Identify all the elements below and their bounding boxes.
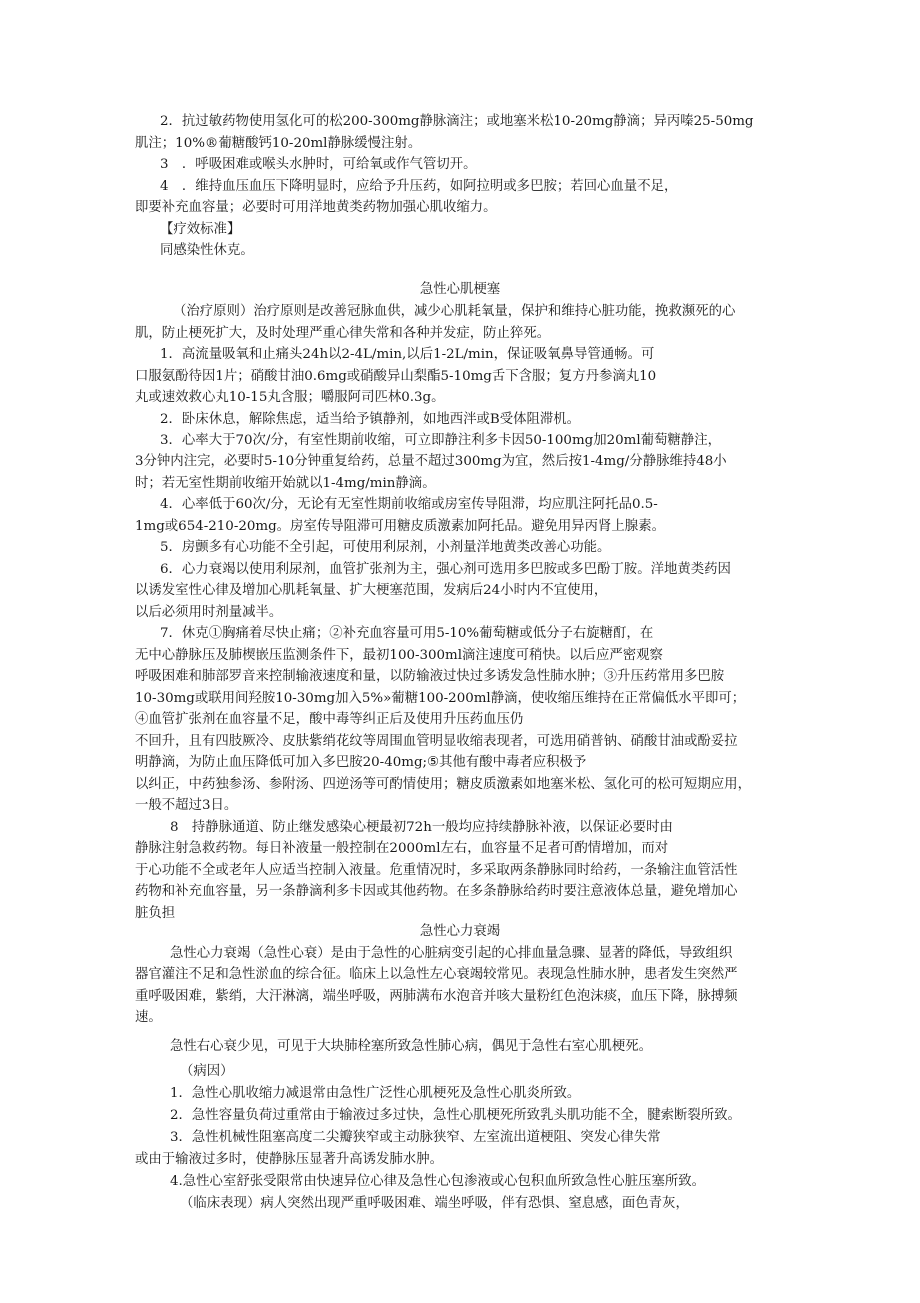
text-line: 1．高流量吸氧和止痛头24h以2-4L/min,以后1-2L/min，保证吸氧鼻导管通畅。可 <box>160 347 655 362</box>
text-line: 2．抗过敏药物使用氢化可的松200-300mg静脉滴注；或地塞米松10-20mg静滴；异丙嗪25-50mg <box>160 114 754 129</box>
text-line: 3．心率大于70次/分，有室性期前收缩，可立即静注利多卡因50-100mg加20ml葡萄糖静注， <box>160 433 721 448</box>
heading-acute-heart-failure: 急性心力衰竭 <box>419 924 501 939</box>
section-label: 【疗效标准】 <box>160 222 241 237</box>
section-label: （病因） <box>180 1064 234 1079</box>
text-line: 1．急性心肌收缩力减退常由急性广泛性心肌梗死及急性心肌炎所致。 <box>170 1086 581 1101</box>
text-line: 一般不超过3日。 <box>135 798 238 813</box>
text-line: 药物和补充血容量，另一条静滴利多卡因或其他药物。在多条静脉给药时要注意液体总量，避免增加心 <box>135 884 738 899</box>
text-line: （治疗原则）治疗原则是改善冠脉血供，减少心肌耗氧量，保护和维持心脏功能，挽救濒死的心 <box>173 304 736 319</box>
text-line: 即要补充血容量；必要时可用洋地黄类药物加强心肌收缩力。 <box>135 200 497 215</box>
text-line: 4 ．维持血压血压下降明显时，应给予升压药，如阿拉明或多巴胺；若回心血量不足， <box>160 179 678 194</box>
text-line: 于心功能不全或老年人应适当控制入液量。危重情况时，多采取两条静脉同时给药，一条输注血管活性 <box>135 863 738 878</box>
text-line: 10-30mg或联用间羟胺10-30mg加入5%»葡糖100-200ml静滴，使收缩压维持在正常偏低水平即可； <box>135 691 746 706</box>
text-line: 5．房颤多有心功能不全引起，可使用利尿剂，小剂量洋地黄类改善心功能。 <box>160 540 611 555</box>
text-line: 肌注；10%®葡糖酸钙10-20ml静脉缓慢注射。 <box>135 136 422 151</box>
text-line: 3分钟内注完，必要时5-10分钟重复给药，总量不超过300mg为宜，然后按1-4mg/分静脉维持48小 <box>135 454 727 469</box>
text-line: 2．卧床休息，解除焦虑，适当给予镇静剂，如地西泮或B受体阻滞机。 <box>160 412 581 427</box>
text-line: 丸或速效救心丸10-15丸含服；嚼服阿司匹林0.3g。 <box>135 390 445 405</box>
text-line: 肌，防止梗死扩大，及时处理严重心律失常和各种并发症，防止猝死。 <box>135 326 551 341</box>
text-line: 3 ．呼吸困难或喉头水肿时，可给氧或作气管切开。 <box>160 157 477 172</box>
text-line: 3．急性机械性阻塞高度二尖瓣狭窄或主动脉狭窄、左室流出道梗阻、突发心律失常 <box>170 1130 661 1145</box>
text-line: 口服氨酚待因1片；硝酸甘油0.6mg或硝酸异山梨酯5-10mg舌下含服；复方丹参滴丸10 <box>135 369 657 384</box>
text-line: ④血管扩张剂在血容量不足，酸中毒等纠正后及使用升压药血压仍 <box>135 712 524 727</box>
text-line: 重呼吸困难，紫绡，大汗淋漓，端坐呼吸，两肺满布水泡音并咳大量粉红色泡沫痰，血压下降，脉搏频 <box>135 989 738 1004</box>
text-line: 不回升，且有四肢厥冷、皮肤紫绡花纹等周围血管明显收缩表现者，可选用硝普钠、硝酸甘油或酚妥拉 <box>135 734 738 749</box>
heading-acute-mi: 急性心肌梗塞 <box>419 282 501 297</box>
text-line: 呼吸困难和肺部罗音来控制输液速度和量，以防输液过快过多诱发急性肺水肿；③升压药常用多巴胺 <box>135 669 725 684</box>
text-line: 明静滴，为防止血压降低可加入多巴胺20-40mg;⑤其他有酸中毒者应积极予 <box>135 755 587 770</box>
text-line: 6．心力衰竭以使用利尿剂，血管扩张剂为主，强心剂可选用多巴胺或多巴酚丁胺。洋地黄类药因 <box>160 562 731 577</box>
text-line: 4.急性心室舒张受限常由快速异位心律及急性心包渗液或心包积血所致急性心脏压塞所致。 <box>170 1174 706 1189</box>
text-line: 器官灌注不足和急性淤血的综合征。临床上以急性左心衰竭较常见。表现急性肺水肿，患者发生突然严 <box>135 967 738 982</box>
text-line: 2．急性容量负荷过重常由于输液过多过快，急性心肌梗死所致乳头肌功能不全，腱索断裂所致。 <box>170 1108 741 1123</box>
text-line: 时；若无室性期前收缩开始就以1-4mg/min静滴。 <box>135 476 436 491</box>
text-line: 7．休克①胸痛着尽快止痛；②补充血容量可用5-10%葡萄糖或低分子右旋糖酊，在 <box>160 626 654 641</box>
text-line: 同感染性休克。 <box>160 243 254 258</box>
text-line: 静脉注射急救药物。每日补液量一般控制在2000ml左右，血容量不足者可酌情增加，而对 <box>135 841 669 856</box>
text-line: 无中心静脉压及肺楔嵌压监测条件下，最初100-300ml滴注速度可稍快。以后应严密观察 <box>135 648 663 663</box>
text-line: 速。 <box>135 1010 162 1025</box>
text-line: （临床表现）病人突然出现严重呼吸困难、端坐呼吸，伴有恐惧、窒息感，面色青灰， <box>180 1196 689 1211</box>
text-line: 脏负担 <box>135 906 176 921</box>
text-line: 以后必须用时剂量减半。 <box>135 605 283 620</box>
text-line: 或由于输液过多时，使静脉压显著升高诱发肺水肿。 <box>135 1152 443 1167</box>
text-line: 以纠正，中药独参汤、参附汤、四逆汤等可酌情使用；糖皮质激素如地塞米松、氢化可的松可短期应用， <box>135 777 751 792</box>
text-line: 急性右心衰少见，可见于大块肺栓塞所致急性肺心病，偶见于急性右室心肌梗死。 <box>170 1039 653 1054</box>
text-line: 急性心力衰竭（急性心衰）是由于急性的心脏病变引起的心排血量急骤、显著的降低，导致组织 <box>170 946 733 961</box>
text-line: 4．心率低于60次/分，无论有无室性期前收缩或房室传导阻滞，均应肌注阿托品0.5- <box>160 497 658 512</box>
text-line: 1mg或654-210-20mg。房室传导阻滞可用糖皮质激素加阿托品。避免用异丙肾上腺素。 <box>135 519 665 534</box>
text-line: 以诱发室性心律及增加心肌耗氧量、扩大梗塞范围，发病后24小时内不宜使用， <box>135 583 608 598</box>
text-line: 8 持静脉通道、防止继发感染心梗最初72h一般均应持续静脉补液，以保证必要时由 <box>170 820 673 835</box>
